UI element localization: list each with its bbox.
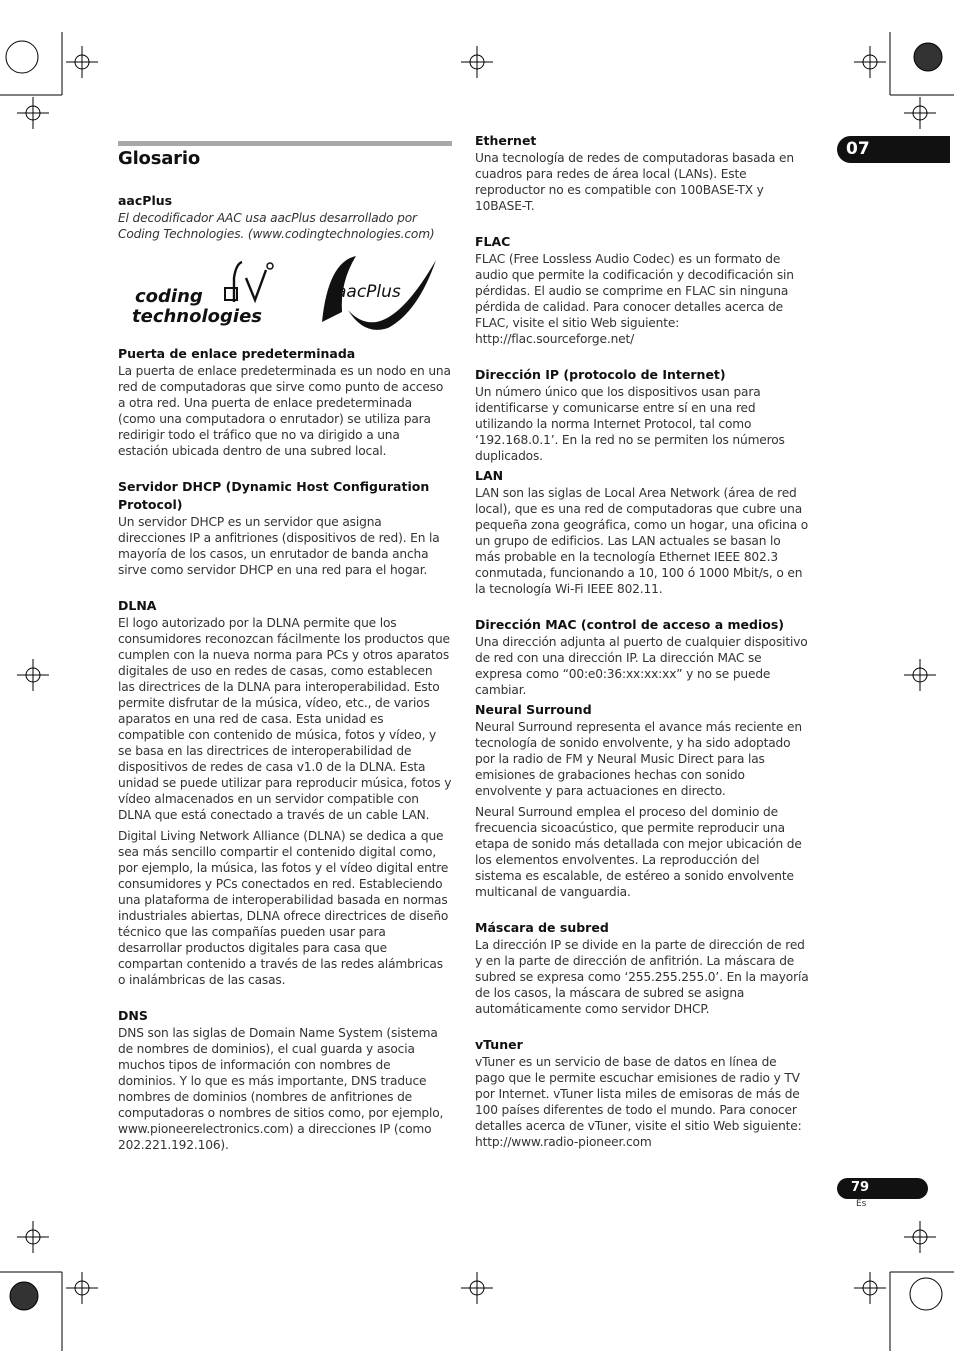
glossary-entry-ethernet bbox=[475, 132, 809, 214]
page-number-tab bbox=[837, 1178, 928, 1199]
page-title: Glosario bbox=[118, 148, 200, 169]
coding-technologies-mark-icon bbox=[222, 258, 282, 308]
glossary-term: Servidor DHCP (Dynamic Host Configuration Protocol) bbox=[118, 479, 430, 512]
glossary-definition: Un servidor DHCP es un servidor que asigna direcciones IP a anfitriones (dispositivos de red). En la mayoría de los casos, un enrutador de banda ancha sirve como servidor DHCP en una red para el hogar. bbox=[118, 515, 440, 577]
coding-technologies-logo bbox=[132, 258, 282, 330]
glossary-definition: Una dirección adjunta al puerto de cualquier dispositivo de red con una dirección IP. La dirección MAC se expresa como “00:e0:36:xx:xx:xx” y no se puede cambiar. bbox=[475, 635, 808, 697]
glossary-term: aacPlus bbox=[118, 193, 173, 208]
glossary-entry-subnet-mask bbox=[475, 919, 809, 1017]
aacplus-logo bbox=[318, 252, 440, 332]
glossary-definition: El logo autorizado por la DLNA permite que los consumidores reconozcan fácilmente los productos que cumplen con la nueva norma para PCs y otros aparatos digitales de uso en redes de casas, como establecen las directrices de la DLNA para interoperabilidad. Esto permite disfrutar de la música, vídeo, etc., de varios aparatos en una red de casa. Esta unidad es compatible con contenido de música, fotos y vídeo, y se basa en las directrices de interoperabilidad de dispositivos de redes de casa v1.0 de la DLNA. Esta unidad se puede utilizar para reproducir música, fotos y vídeo almacenados en un servidor compatible con DLNA que está conectado a través de un cable LAN. bbox=[118, 616, 452, 822]
glossary-term: Dirección MAC (control de acceso a medios) bbox=[475, 617, 785, 632]
glossary-entry-vtuner bbox=[475, 1036, 809, 1150]
glossary-term: LAN bbox=[475, 468, 504, 483]
glossary-term: vTuner bbox=[475, 1037, 523, 1052]
section-bar bbox=[118, 141, 452, 146]
chapter-tab bbox=[837, 136, 950, 163]
glossary-definition: DNS son las siglas de Domain Name System (sistema de nombres de dominios), el cual guarda y asocia muchos tipos de información con nombres de dominios. Y lo que es más importante, DNS traduce nombres de dominios (nombres de anfitriones de computadoras o nombres de sitios como, por ejemplo, www.pioneerelectronics.com) a direcciones IP (como 202.221.192.106). bbox=[118, 1026, 444, 1152]
glossary-entry-ip-address bbox=[475, 366, 809, 464]
language-code: Es bbox=[856, 1199, 867, 1209]
glossary-term: DLNA bbox=[118, 598, 157, 613]
glossary-entry-lan bbox=[475, 467, 809, 597]
glossary-definition: LAN son las siglas de Local Area Network (área de red local), que es una red de computadoras que cubre una pequeña zona geográfica, como un hogar, una oficina o un grupo de edificios. Las LAN actuales se basan lo más probable en la tecnología Ethernet IEEE 802.3 conmutada, funcionando a 10, 100 ó 1000 Mbit/s, o en la tecnología Wi-Fi IEEE 802.11. bbox=[475, 486, 809, 596]
glossary-entry-neural-surround bbox=[475, 701, 809, 900]
glossary-definition: Una tecnología de redes de computadoras basada en cuadros para redes de área local (LANs). Este reproductor no es compatible con 100BASE-TX y 10BASE-T. bbox=[475, 151, 794, 213]
glossary-definition: El decodificador AAC usa aacPlus desarrollado por Coding Technologies. (www.codingtechnologies.com) bbox=[118, 211, 435, 241]
glossary-definition: vTuner es un servicio de base de datos en línea de pago que le permite escuchar emisiones de radio y TV por Internet. vTuner lista miles de emisoras de más de 100 países diferentes de todo el mundo. Para conocer detalles acerca de vTuner, visite el sitio Web siguiente: http://www.radio-pioneer.com bbox=[475, 1055, 802, 1149]
glossary-definition: Digital Living Network Alliance (DLNA) se dedica a que sea más sencillo compartir el contenido digital como, por ejemplo, la música, las fotos y el vídeo digital entre consumidores y PCs conectados en red. Estableciendo una plataforma de interoperabilidad basada en normas industriales abiertas, DLNA ofrece directrices de diseño técnico que las compañías pueden usar para desarrollar productos digitales para casa que compartan contenido a través de las redes alámbricas o inalámbricas de las casas. bbox=[118, 829, 449, 987]
logo-text-technologies: technologies bbox=[132, 306, 262, 327]
page-number: 79 bbox=[851, 1180, 870, 1195]
glossary-term: Dirección IP (protocolo de Internet) bbox=[475, 367, 726, 382]
glossary-definition: Un número único que los dispositivos usan para identificarse y comunicarse entre sí en una red utilizando la norma Internet Protocol, tal como ‘192.168.0.1’. En la red no se permiten los números duplicados. bbox=[475, 385, 785, 463]
glossary-entry-dlna bbox=[118, 597, 452, 988]
logo-text-aacplus: aacPlus bbox=[336, 282, 401, 302]
glossary-entry-dns bbox=[118, 1007, 452, 1153]
glossary-term: Puerta de enlace predeterminada bbox=[118, 346, 356, 361]
glossary-definition: La puerta de enlace predeterminada es un nodo en una red de computadoras que sirve como punto de acceso a otra red. Una puerta de enlace predeterminada (como una computadora o enrutador) se utiliza para redirigir todo el tráfico que no va dirigido a una estación ubicada dentro de una subred local. bbox=[118, 364, 451, 458]
glossary-definition: Neural Surround representa el avance más reciente en tecnología de sonido envolvente, y ha sido adoptado por la radio de FM y Neural Music Direct para las emisiones de grabaciones hechas con sonido envolvente y para actuaciones en directo. bbox=[475, 720, 802, 798]
glossary-entry-flac bbox=[475, 233, 809, 347]
glossary-term: DNS bbox=[118, 1008, 148, 1023]
glossary-entry-mac-address bbox=[475, 616, 809, 698]
glossary-term: Ethernet bbox=[475, 133, 537, 148]
glossary-definition: FLAC (Free Lossless Audio Codec) es un formato de audio que permite la codificación y decodificación sin pérdidas. El audio se comprime en FLAC sin ninguna pérdida de calidad. Para conocer detalles acerca de FLAC, visite el sitio Web siguiente: http://flac.sourceforge.net/ bbox=[475, 252, 794, 346]
glossary-entry-gateway bbox=[118, 345, 452, 459]
chapter-number: 07 bbox=[846, 139, 870, 159]
glossary-definition: Neural Surround emplea el proceso del dominio de frecuencia sicoacústico, que permite reproducir una etapa de sonido más detallada con mejor ubicación de los elementos envolventes. La reproducción del sistema es escalable, de estéreo a sonido envolvente multicanal de vanguardia. bbox=[475, 805, 802, 899]
glossary-term: Neural Surround bbox=[475, 702, 592, 717]
glossary-term: FLAC bbox=[475, 234, 511, 249]
glossary-entry-dhcp bbox=[118, 478, 452, 578]
logo-text-coding: coding bbox=[135, 286, 203, 307]
glossary-definition: La dirección IP se divide en la parte de dirección de red y en la parte de dirección de anfitrión. La máscara de subred se expresa como ‘255.255.255.0’. En la mayoría de los casos, la máscara de subred se asigna automáticamente como servidor DHCP. bbox=[475, 938, 809, 1016]
glossary-term: Máscara de subred bbox=[475, 920, 609, 935]
glossary-entry-aacplus bbox=[118, 192, 452, 242]
